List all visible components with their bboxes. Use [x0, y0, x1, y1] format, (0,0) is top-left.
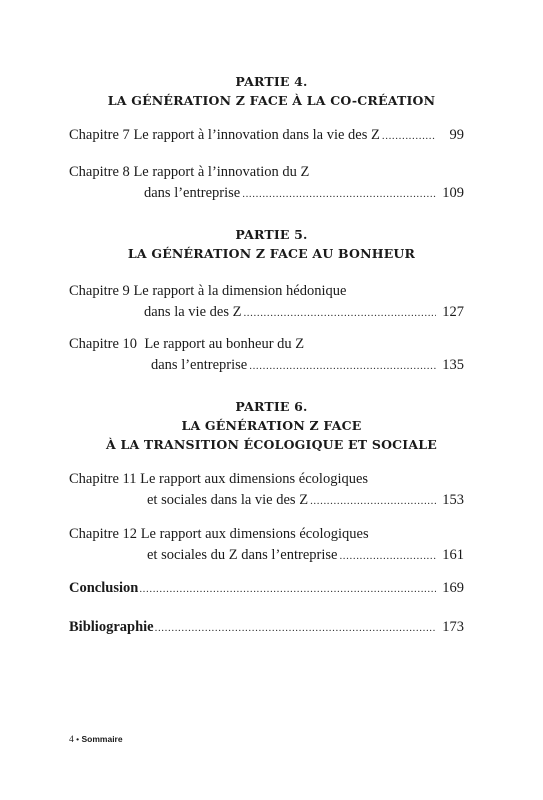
chapter-title: Le rapport aux dimensions écologiques	[140, 526, 369, 542]
page-number: 135	[442, 357, 464, 373]
chapter-title-continued: et sociales du Z dans l’entreprise	[147, 547, 338, 563]
chapter-label: Chapitre 7	[69, 127, 130, 143]
part-number: PARTIE 6.	[235, 399, 308, 414]
part-title-line-1: LA GÉNÉRATION Z FACE	[181, 418, 362, 433]
dot-leader	[310, 491, 436, 512]
chapter-title: Le rapport à la dimension hédonique	[133, 283, 347, 299]
footer-page-number: 4	[69, 735, 74, 745]
part-heading	[0, 72, 543, 110]
page-number: 127	[442, 304, 464, 320]
chapter-title-continued: et sociales dans la vie des Z	[147, 492, 309, 508]
part-title: LA GÉNÉRATION Z FACE À LA CO-CRÉATION	[107, 93, 436, 108]
toc-entry-chapter-11[interactable]	[69, 469, 464, 512]
entry-title: Bibliographie	[69, 619, 154, 635]
toc-entry-bibliographie[interactable]	[69, 617, 464, 639]
page-number: 173	[442, 619, 464, 635]
dot-leader	[139, 579, 436, 600]
chapter-label: Chapitre 10	[69, 336, 138, 352]
footer-section-label: Sommaire	[81, 734, 123, 744]
page-number: 153	[442, 492, 464, 508]
chapter-title-continued: dans la vie des Z	[144, 304, 242, 320]
entry-title: Conclusion	[69, 580, 139, 596]
dot-leader	[249, 356, 436, 377]
page-number: 161	[442, 547, 464, 563]
page-footer	[69, 734, 123, 745]
chapter-title: Le rapport au bonheur du Z	[144, 336, 305, 352]
chapter-label: Chapitre 8	[69, 164, 130, 180]
part-title-line-2: À LA TRANSITION ÉCOLOGIQUE ET SOCIALE	[106, 437, 437, 452]
chapter-label: Chapitre 12	[69, 526, 138, 542]
dot-leader	[155, 618, 436, 639]
toc-entry-chapter-8[interactable]	[69, 162, 464, 205]
part-heading	[0, 225, 543, 263]
part-heading	[0, 397, 543, 454]
toc-entry-chapter-7[interactable]	[69, 125, 464, 147]
part-number: PARTIE 5.	[235, 227, 308, 242]
page-number: 99	[449, 127, 464, 143]
footer-separator: •	[76, 734, 80, 744]
dot-leader	[382, 126, 436, 147]
chapter-label: Chapitre 11	[69, 471, 137, 487]
chapter-title-continued: dans l’entreprise	[151, 357, 248, 373]
part-number: PARTIE 4.	[235, 74, 308, 89]
toc-entry-chapter-9[interactable]	[69, 281, 464, 324]
toc-entry-conclusion[interactable]	[69, 578, 464, 600]
chapter-title: Le rapport aux dimensions écologiques	[140, 471, 369, 487]
toc-entry-chapter-10[interactable]	[69, 334, 464, 377]
toc-entry-chapter-12[interactable]	[69, 524, 464, 567]
chapter-title-continued: dans l’entreprise	[144, 185, 241, 201]
dot-leader	[242, 184, 436, 205]
chapter-title: Le rapport à l’innovation dans la vie des Z	[133, 127, 380, 143]
chapter-label: Chapitre 9	[69, 283, 130, 299]
dot-leader	[339, 546, 436, 567]
dot-leader	[243, 303, 436, 324]
page-number: 169	[442, 580, 464, 596]
chapter-title: Le rapport à l’innovation du Z	[133, 164, 310, 180]
page-number: 109	[442, 185, 464, 201]
part-title: LA GÉNÉRATION Z FACE AU BONHEUR	[127, 246, 416, 261]
